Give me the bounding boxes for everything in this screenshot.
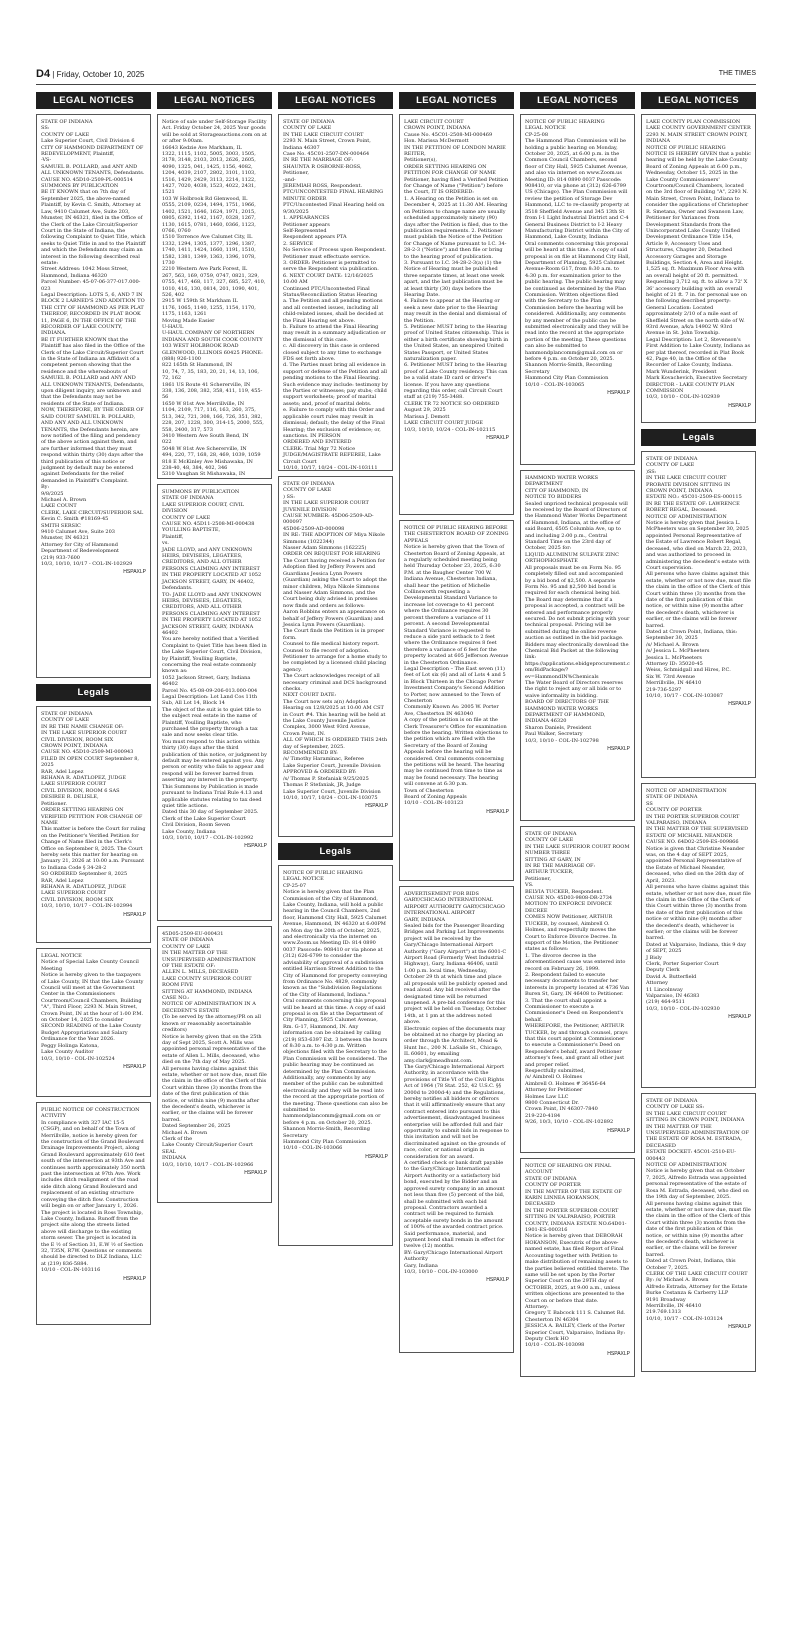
notice-tag: HSPAXLP — [365, 803, 388, 810]
notice-text: LEGAL NOTICE Notice of Special Lake County Council Meeting Notice is hereby given to the taxpayers of Lake County, IN that the Lake County Council will meet at the Government Center in the Commissioners Courtroom/Council Chambers, Building "A", Third Floor, 2293 N. Main Street, Crown Point, IN at the hour of 1:00 P.M. on October 14, 2025 to consider SECOND READING of the Lake County Budget Appropriations and Salary Ordinance for the Year 2026. Peggy Holinga Katona, Lake County Auditor 10/3, 10/10 - COL-IN-102524 — [41, 953, 144, 1062]
legal-notice — [641, 1093, 756, 1372]
legal-notice — [278, 865, 393, 1246]
notice-tag: HSPAXLP — [728, 1014, 751, 1021]
notice-column — [641, 92, 756, 1377]
legal-notice — [641, 114, 756, 423]
notice-text: NOTICE OF PUBLIC HEARING LEGAL NOTICE CP-25-07 Notice is hereby given that the Plan Commission of the City of Hammond, Lake County, Indiana, will hold a public hearing in the Council Chambers, 2nd floor, Hammond City Hall, 5925 Calumet Avenue, Hammond, IN 46320 at 6:00PM on Mon day the 20th of October, 2025, and electronically via the internet on www.Zoom.us Meeting ID: 814 0890 0037 Passcode: 908410 or via phone at (312) 626-6799 to consider the advisability of approval of a subdivision entitled Harrison Street Addition to the City of Hammond for property conveying from Ordinance No. 4829, commonly known as the "Subdivision Regulations of the City of Hammond, Indiana." Oral comments concerning this proposal will be heard at this time. A copy of said proposal is on file at the Department of City Planning, 5925 Calumet Avenue, Rm. G-17, Hammond, IN. Any information can be obtained by calling (219) 853-6397 Ext. 3 between the hours of 8:30 a.m. to 4:30 p.m. Written objections filed with the Secretary to the Plan Commission will be considered. The public hearing may be continued as determined by the Plan Commission. Additionally, any comments by any member of the public can be submitted electronically and they will be read into the record at the appropriate portion of the meeting. These questions can also be submitted to hammondplancomm@gmail.com on or before 4 p.m. on October 20, 2025. Shannon Morris-Smith, Recording Secretary Hammond City Plan Commission 10/10 - COL-IN-103066 — [283, 870, 388, 1152]
notice-tag: HSPAXLP — [123, 569, 146, 576]
notice-tag: HSPAXLP — [486, 434, 509, 441]
notice-text: Notice of sale under Self-Storage Facility Act. Friday October 24, 2025 Your goods will be sold at Storageauctions.com on at or after 9:00am. 16643 Kedzie Ave Markham, IL 1322, 1115, 1102, 5005, 3003, 1505, 3178, 3148, 2103, 2013, 2626, 2605, 4090, 1325, 041, 1425, 1156, 4082, 1204, 4039, 2107, 2802, 3101, 1103, 1516, 1429, 2429, 3113, 2214, 1122, 1427, 7020, 4038, 1523, 4022, 2431, 1521 103 W Holbrook Rd Glenwood, IL 0555, 2109, 0234, 1494, 1751, 1966, 1402, 1521, 1646, 1624, 1971, 2015, 0805, 6392, 1142, 1167, 0328, 1267, 1130, 1615, 0781, 1460, 0366, 1123, 0766, 0760 1510 Torrence Ave Calumet City, IL 1332, 1294, 1305, 1377, 1296, 1387, 1740, 1411, 1424, 1660, 1191, 1510, 1582, 1381, 1349, 1363, 1396, 1078, 1730 2210 Western Ave Park Forest, IL 267, 563, 169, 0759, 0747, 0821, 329, 0755, 417, 468, 117, 327, 685, 527, 410, 1010, 416, 130, 0814, 201, 1090, 401, 526, 402 2915 W 159th St Markham IL 1176, 1065, 1140, 1255, 1154, 1170, 1175, 1163, 1261 Moving Made Easier U-HAUL U-HAUL COMPANY OF NORTHERN INDIANA AND SOUTH COOK COUNTY 103 WEST HOLBROOK ROAD GLENWOOD, ILLINOIS 60425 PHONE: (888) 926-1100 822 165th St Hammond, IN 10, 74, 7, 35, 183, 20, 21, 14, 13, 106, 72, 162 1861 US Route 41 Schererville, IN 338, 136, 208, 382, 358, 411, 119, 455-56 1650 W 81st Ave Merrillville, IN 1104, 2109, 717, 116, 163, 260, 375, 513, 342, 721, 308, 166, 726, 351, 382, 228, 207, 1228, 300, 314-15, 2000, 555, 558, 2400, 317, 573 3410 Western Ave South Bend, IN 022 5048 W 81st Ave Schererville, IN 494, 220, 77, 168, 28, 469, 1039, 1059 818 E McKinley Ave Mishawaka, IN 238-40, 48, 384, 402, 346 5310 Vaughan St Mishawaka, IN — [162, 119, 267, 478]
legals-banner: Legals — [36, 684, 151, 701]
notice-column — [278, 92, 393, 1377]
notice-column — [36, 92, 151, 1377]
legal-notice — [520, 826, 635, 1153]
legal-notice — [36, 114, 151, 678]
legal-notice — [399, 114, 514, 515]
legals-banner: Legals — [278, 843, 393, 860]
legal-notice — [157, 484, 272, 921]
notice-tag: HSPAXLP — [244, 1170, 267, 1177]
legal-notice — [36, 948, 151, 1097]
dateline: Friday, October 10, 2025 — [56, 70, 145, 79]
notice-text: STATE OF INDIANA COUNTY OF LAKE IN RE THE NAME CHANGE OF: IN THE LAKE SUPERIOR COURT CIVIL DIVISION, ROOM SIX CROWN POINT, INDIANA CAUSE NO. 45D10-2509-MI-000943 FILED IN OPEN COURT September 8, 2025 RAR, Adel Lopez REHANA R. ADATLOPEZ, JUDGE LAKE SUPERIOR COURT CIVIL DIVISION, ROOM 6 SAS DESIREE R. DELISLE, Petitioner. ORDER SETTING HEARING ON VERIFIED PETITION FOR CHANGE OF NAME This matter is before the Court for ruling on the Petitioner's Verified Petition for Change of Name filed in the Clerk's Office on September 8, 2025. The Court hereby sets this matter for hearing on January 21, 2026 at 10:00 a.m. Pursuant to Indiana Code § 34-28-2 SO ORDERED September 8, 2025 RAR, Adel Lopez REHANA R. ADATLOPEZ, JUDGE LAKE SUPERIOR COURT CIVIL DIVISION, ROOM SIX 10/3, 10/10, 10/17 - COL-IN-102994 — [41, 711, 146, 910]
notice-text: STATE OF INDIANA COUNTY OF LAKE SS: IN THE LAKE CIRCUIT COURT SITTING IN CROWN POINT, INDIANA IN THE MATTER OF THE UNSUPERVISED ADMINISTRATION OF THE ESTATE OF ROSA M. ESTRADA, DECEASED ESTATE DOCKET: 45C01-2510-EU-000443 NOTICE OF ADMINISTRATION Notice is hereby given that on October 7, 2025, Alfredo Estrada was appointed personal representative of the estate of Rosa M. Estrada, deceased, who died on the 19th day of September, 2025. All persons having claims against this estate, whether or not now due, must file the claim in the office of the Clerk of this Court within three (3) months from the date of the first publication of this notice, or within nine (9) months after the decedent's death, whichever is earlier, or the claims will be forever barred. Dated at Crown Point, Indiana, this October 7, 2025. CLERK OF THE LAKE CIRCUIT COURT By: /s/ Michael A. Brown Alfredo Estrada, Attorney for the Estate Burke Costanza & Carberry LLP 9191 Broadway Merrillville, IN 46410 219.769.1313 10/10, 10/17 - COL-IN-103124 — [646, 1098, 751, 1322]
notice-text: NOTICE OF PUBLIC HEARING LEGAL NOTICE CP-25-08 The Hammond Plan Commission will be holding a public hearing on Monday, October 20, 2025, at 6:00 p.m. in the Common Council Chambers, second floor of City Hall, 5925 Calumet Avenue, and also via internet on www.Zoom.us Meeting ID: 814 0890 0037 Passcode: 908410, or via phone at (312) 626-6799 US (Chicago). The Plan Commission will review the petition of Storage Dev Hammond, LLC to re-classify property at 3518 Sheffield Avenue and 345 13th St from I-1 Light Industrial District and C-4 General Business District to I-2 Heavy Manufacturing District within the City of Hammond, Lake County, Indiana Oral comments concerning this proposal will be heard at this time. A copy of said proposal is on file at Hammond City Hall, Department of Planning, 5925 Calumet Avenue-Room G17, from 8:30 a.m. to 4:30 p.m. for examination prior to the public hearing. The public hearing may be continued as determined by the Plan Commission. Written objections filed with the Secretary to the Plan Commission before the hearing will be considered. Additionally, any comments by any member of the public can be submitted electronically and they will be read into the record at the appropriate portion of the meeting. These questions can also be submitted to hammondplancomm@gmail.com on or before 4 p.m. on October 20, 2025. Shannon Morris-Smith, Recording Secretary Hammond City Plan Commission 10/10 - COL-IN-103065 — [525, 119, 631, 388]
notice-tag: HSPAXLP — [728, 1324, 751, 1331]
legal-notices-banner: LEGAL NOTICES — [641, 92, 756, 109]
notice-tag: HSPAXLP — [123, 911, 146, 918]
notice-tag: HSPAXLP — [365, 1153, 388, 1160]
legal-notice — [278, 114, 393, 471]
legal-notice — [36, 1102, 151, 1325]
notice-text: NOTICE OF HEARING ON FINAL ACCOUNT STATE OF INDIANA COUNTY OF PORTER IN THE MATTER OF THE ESTATE OF KARIN LINNEA HOKANSON, DECEASED IN THE PORTER SUPERIOR COURT SITTING IN VALPARAISO, PORTER COUNTY, INDIANA ESTATE NO.64D01-1901-ES-000316 Notice is hereby given that DEBORAH HOKANSON, Executrix of the above-named estate, has filed Report of Final Accounting together with Petition to make distribution of remaining assets to the parties believed entitled thereto. The same will be set upon by the Porter Superior Court on the 29TH day of OCTOBER, 2025, at 9:00 a.m., unless written objections are presented to the Court on or before that date. Attorney: Gregory T. Babcock 111 S. Calumet Rd. Chesterton IN 46304 JESSICA A. BAILEY, Clerk of the Porter Superior Court, Valparaiso, Indiana By: Deputy Clerk HO 10/10 - COL-IN-103098 — [525, 1163, 630, 1349]
notice-text: HAMMOND WATER WORKS DEPARTMENT CITY OF HAMMOND, IN NOTICE TO BIDDERS Sealed unpriced technical proposals will be received by the Board of Directors of the Hammond Water Works Department of Hammond, Indiana, at the office of said Board, 6505 Columbia Ave, up to and including 2:00 p.m., Central Standard Time on the 23rd day of October, 2025 for: LIQUID ALUMINUM SULFATE ZINC ORTHOPHOSPHATE All proposals must be on Form No. 95 completely filled out and accompanied by a bid bond of $2,500. A separate Form No. 95 and $2,500 bid bond is required for each chemical being bid. The Board may determine that if a proposal is accepted, a contract will be entered and performance properly secured. Do not submit pricing with your technical proposal. Pricing will be submitted during the online reverse auction as outlined in the bid package. Bidders may electronically download the Chemical Bid Packet at the following link: https://applications.ebidgeprocurement.com/BidPackage/?ev=HammondIN%Chemicals The Water Board of Directors reserves the right to reject any or all bids or to waive informality in bidding. BOARD OF DIRECTORS OF THE HAMMOND WATER WORKS DEPARTMENT OF HAMMOND, INDIANA 46320 Sharon Daniels, President Paul Walker, Secretary 10/3, 10/10 - COL-IN-102798 — [525, 475, 630, 744]
legal-notice — [36, 706, 151, 943]
legals-banner: Legals — [641, 429, 756, 446]
notice-column — [157, 92, 272, 1377]
notice-tag: HSPAXLP — [728, 402, 751, 409]
masthead-rule — [36, 84, 756, 85]
notice-text: PUBLIC NOTICE OF CONSTRUCTION ACTIVITY In compliance with 327 IAC 15-5 (CSGP), and on behalf of the Town of Merrillville, notice is hereby given for the construction of the Grand Boulevard Drainage Improvements Project, along Grand Boulevard approximately 610 feet south of the intersection at 93th Ave and continues north approximately 350 north past the intersection at 97th Ave. Work includes ditch realignment of the road side ditch along Grand Boulevard and replacement of an existing structure conveying the ditch flow. Construction will begin on or after January 1, 2026. The project is located in Ross Township, Lake County, Indiana. Runoff from the project site along the streets listed above will discharge to the existing storm sewer. The project is located in the E ½ of Section 31, E.W ½ of Section 32, T35N, R7W. Questions or comments should be directed to DLZ Indiana, LLC at (219) 836-5884. 10/10 - COL-IN-103116 — [41, 1107, 146, 1274]
notice-tag: HSPAXLP — [728, 701, 751, 708]
legal-notice — [641, 451, 756, 778]
legal-notices-banner: LEGAL NOTICES — [278, 92, 393, 109]
notice-text: LAKE COUNTY PLAN COMMISSION LAKE COUNTY GOVERNMENT CENTER 2293 N. MAIN STREET CROWN POINT, INDIANA NOTICE OF PUBLIC HEARING NOTICE IS HEREBY GIVEN that a public hearing will be held by the Lake County Board of Zoning Appeals at 6:00 p.m., Wednesday, October 15, 2025 in the Lake County Commissioners' Courtroom/Council Chambers, located on the 3rd floor of Building "A", 2293 N. Main Street, Crown Point, Indiana to consider the applications of Christopher R. Smetana, Owner and Swanson Law, Petitioner for Variances from Development Standards from the Unincorporated Lake County Unified Development Ordinance Title 154, Article 9, Accessory Uses and Structures, Chapter 20, Detached Accessory Garages and Storage Buildings, Section 4, Area and Height. 1,525 sq. ft. Maximum Floor Area with an overall height of 20 ft. permitted. Requesting 3,712 sq. ft. to allow a 72' X 36' accessory building with an overall height of 21 ft. 7 in. for personal use on the following described property: General Location: Located approximately 2/10 of a mile east of Sheffield Street on the north side of W. 93rd Avenue, a/k/a 14902 W. 93rd Avenue in St. John Township. Legal Description: Lot 2, Stevenson's First Addition to Lake County, Indiana as per plat thereof, recorded in Plat Book 42, Page 40, in the Office of the Recorder of Lake County, Indiana. Mark Wunderink, President Mark Kovachevich, Executive Secretary DIRECTOR - LAKE COUNTY PLAN COMMISSION 10/3, 10/10 - COL-IN-102939 — [646, 119, 751, 401]
legal-notice — [520, 470, 635, 821]
masthead-separator: | — [52, 70, 57, 79]
notice-text: STATE OF INDIANA COUNTY OF LAKE IN THE LAKE CIRCUIT COURT 2293 N. Main Street, Crown Point, Indiana 46307 Case No. 45C01-2507-DN-000464 IN RE THE MARRIAGE OF: SHAUNTA R OSBORNE-ROSS, Petitioner, -and- JEREMIAH ROSS, Respondent. PTC/UNCONTESTED FINAL HEARING MINUTE ORDER PTC/Uncontested Final Hearing held on 9/30/2025 1. APPEARANCES Petitioner appears Self-Represented Respondent appears PTA 2. SERVICE No Service of Process upon Respondent. Petitioner must effectuate service. 3. ORDER: Petitioner is permitted to serve the Respondent via publication. 6. NEXT COURT DATE: 12/16/2025 10:00 AM Continued PTC/Uncontested Final Status/Reconciliation Status Hearing a. The Petition and all pending motions and all contested issues, including all child-related issues, shall be decided at the Final Hearing set above. b. Failure to attend the Final Hearing may result in a summary adjudication or the dismissal of this case. c. All discovery in this case is ordered closed subject to any time to exchange FDS set forth above. d. The Parties must bring all evidence in support or defense of the Petition and all pending motions to the Final Hearing. Such evidence may include: testimony by the Parties or witnesses; pay stubs; child support worksheets; proof of marital assets; and, proof of marital debts. e. Failure to comply with this Order and applicable court rules may result in dismissal; default; the delay of the Final Hearing; the exclusion of evidence; or, sanctions. IN PERSON ORDERED AND ENTERED CLERK: Trial Mgr 72 Notice JUDGE/MAGISTRATE REFEREE, Lake Circuit Court 10/10, 10/17, 10/24 - COL-IN-103111 — [283, 119, 388, 471]
notice-tag: HSPAXLP — [486, 1277, 509, 1284]
notice-text: STATE OF INDIANA COUNTY OF LAKE )SS: IN THE LAKE CIRCUIT COURT PROBATE DIVISION SITTING IN CROWN POINT, INDIANA ESTATE NO.: 45C01-2509-ES-000115 IN RE THE ESTATE OF: LAWRENCE ROBERT REGAL, Deceased. NOTICE OF ADMINISTRATION Notice is hereby given that Jessica L. McPheeters was on September 30, 2025 appointed Personal Representative of the Estate of Lawrence Robert Regal, deceased, who died on March 22, 2023, and was authorized to proceed in administering the decedent's estate with Court supervision. All persons who have claims against this estate, whether or not now due, must file the claim in the office of the Clerk of this Court within three (3) months from the date of the first publication of this notice, or within nine (9) months after the decedent's death, whichever is earlier, or the claims will be forever barred. Dated at Crown Point, Indiana, this: September 30, 2025 /s/ Michael A. Brown /s/ Jessica L. McPheeters Jessica L. McPheeters Attorney ID: 35020-45 Weiss, Schmidgall and Hires, P.C. Six W. 73rd Avenue Merrillville, IN 46410 219-736-5297 10/10, 10/17 - COL-IN-103087 — [646, 456, 751, 700]
notice-column — [520, 92, 635, 1377]
legal-notice — [520, 1158, 635, 1377]
legal-notices-banner: LEGAL NOTICES — [36, 92, 151, 109]
notice-tag: HSPAXLP — [607, 1350, 630, 1357]
legal-notice — [399, 520, 514, 881]
legal-notice — [641, 783, 756, 1088]
legal-notices-columns — [36, 92, 756, 1377]
legal-notices-banner: LEGAL NOTICES — [157, 92, 272, 109]
notice-text: NOTICE OF ADMINISTRATION STATE OF INDIANA SS COUNTY OF PORTER IN THE PORTER SUPERIOR COURT VALPARAISO, INDIANA IN THE MATTER OF THE SUPERVISED ESTATE OF MICHAEL NEANDER CAUSE NO. 64D02-2509-ES-009866 Notice is given that Christine Neander was, on the 4 day of SEPT 2025, appointed Personal Representative of the Estate of Michael Neander, deceased, who died on the 26th day of April, 2023. All persons who have claims against this estate, whether or not now due, must file the claim in the Office of the Clerk of this Court within three (3) months from the date of the first publication of this notice or within nine (9) months after the decedent's death, whichever is earlier; or the claims will be forever barred. Dated at Valparaiso, Indiana, this 9 day of SEPT, 2025 J Bisly Clerk, Porter Superior Court Deputy Clerk David A. Butterfield Attorney 11 Lincolnway Valparaiso, IN 46383 (219) 464-9511 10/3, 10/10 - COL-IN-102930 — [646, 788, 751, 1012]
legal-notice — [157, 114, 272, 479]
notice-tag: HSPAXLP — [607, 1127, 630, 1134]
notice-tag: HSPAXLP — [123, 1063, 146, 1070]
paper-name: THE TIMES — [718, 70, 756, 77]
notice-text: NOTICE OF PUBLIC HEARING BEFORE THE CHESTERTON BOARD OF ZONING APPEALS Notice is hereby given that the Town of Chesterton Board of Zoning Appeals, at a regularly scheduled meeting being held Thursday October 23, 2025, 6:30 P.M. at the Baugher Center 700 W. Indiana Avenue, Chesterton Indiana, shall hear the petition of Michelle Collinsworth requesting a Developmental Standard Variance to increase lot coverage to 41 percent where the Ordinance requires 30 percent therefore a variance of 11 percent. A second Developmental Standard Variance is requested to reduce a side yard setback to 2 feet where the Ordinance requires 8 feet therefore a variance of 6 feet for the property located at 605 Jefferson Avenue in the Chesterton Ordinance. Legal Description – The East seven (11) feet of Lot six (6) and all of Lots 4 and 5 in Block Thirteen in the Chicago Porter Investment Company's Second Addition to Porter, now annexed to the Town of Chesterton Commonly Known As: 2005 W. Porter Ave, Chesterton IN 463040 A copy of the petition is on file at the Clerk Treasurer's Office for examination before the hearing. Written objections to the petition which are filed with the Secretary of the Board of Zoning Appeals before the hearing will be considered. Oral comments concerning the petitions will be heard. The hearing may be continued from time to time as may be found necessary. The hearing will convene at 6:30 p.m. Town of Chesterton Board of Zoning Appeals 10/10 - COL-IN-103123 — [404, 525, 509, 807]
notice-column — [399, 92, 514, 1377]
legal-notices-banner: LEGAL NOTICES — [399, 92, 514, 109]
notice-text: ADVERTISEMENT FOR BIDS GARY/CHICAGO INTERNATIONAL AIRPORT AUTHORITY GARY/CHICAGO INTERNATIONAL AIRPORT GARY, INDIANA Sealed bids for the Passenger Boarding Bridges and Parking Lot Improvements project will be received by the Gary/Chicago International Airport Authority ("Gary Airport") at the 6001-C Airport Road (Formerly West Industrial Highway), Gary, Indiana 46406, until 1:00 p.m. local time, Wednesday, October 29 th at which time and place all proposals will be publicly opened and read aloud. Any bid received after the designated time will be returned unopened. A pre-bid conference for this project will be held on Tuesday, October 14th, at 1 pm at the address noted above. Electronic copies of the documents may be obtained at no charge by placing an order through the Architect, Mead & Hunt Inc., 200 N. LaSalle St., Chicago, IL 60601, by emailing amy.clark@meadhunt.com. The Gary/Chicago International Airport Authority, in accordance with the provisions of Title VI of the Civil Rights Act of 1964 (78 Stat. 252, 42 U.S.C. §§ 2000d to 2000d-4) and the Regulations, hereby notifies all bidders or offerors that it will affirmatively ensure that any contract entered into pursuant to this advertisement, disadvantaged business enterprise will be afforded full and fair opportunity to submit bids in response to this invitation and will not be discriminated against on the grounds of race, color, or national origin in consideration for an award. A certified check or bank draft payable to the Gary/Chicago International Airport Authority or a satisfactory bid bond, executed by the Bidder and an approved surety company in an amount not less than five (5) percent of the bid, shall be submitted with each bid proposal. Contractors awarded a contract will be required to furnish acceptable surety bonds in the amount of 100% of the awarded contract price. Said performance, material, and payment bond shall remain in effect for twelve (12) months. BY: Gary/Chicago International Airport Authority Gary, Indiana 10/3, 10/10 - COL-IN-103000 — [404, 891, 509, 1275]
notice-tag: HSPAXLP — [607, 390, 630, 397]
legal-notice — [399, 886, 514, 1353]
legal-notice — [157, 926, 272, 1203]
legal-notice — [278, 476, 393, 837]
legal-notices-banner: LEGAL NOTICES — [520, 92, 635, 109]
notice-tag: HSPAXLP — [486, 808, 509, 815]
notice-text: STATE OF INDIANA COUNTY OF LAKE IN THE LAKE SUPERIOR COURT ROOM NUMBER THREE SITTING AT GARY, IN IN RE THE MARRIAGE OF: ARTHUR TUCKER, Petitioner, VS. BELVIA TUCKER, Respondent. CAUSE NO: 45D03-9808-DR-2734 MOTION TO ENFORCE DIVORCE DECREE COMES NOW Petitioner, ARTHUR TUCKER, by counsel, Aimbrell O. Holmes, and respectfully moves the Court to Enforce Divorce Decree. In support of the Motion, the Petitioner states as follows: 1. The divorce decree in the aforementioned cause was entered into record on February 26, 1999. 2. Respondent failed to execute necessary documents to transfer her interests in property located at 4736 Van Buren St, Gary, IN 46408 to Petitioner. 3. That the court shall appoint a Commissioner to execute a Commissioner's Deed on Respondent's behalf. WHEREFORE, the Petitioner, ARTHUR TUCKER, by and through counsel, prays that this court appoint a Commissioner to execute a Commissioner's Deed on Respondent's behalf, award Petitioner attorney's fees, and grant all other just and proper relief. Respectfully submitted, /s/ Aimbrell O. Holmes Aimbrell O. Holmes # 36456-64 Attorney for Petitioner Holmes Law LLC 9800 Connecticut Dr. Crown Point, IN 46307-7840 219-220-4184 9/26, 10/3, 10/10 - COL-IN-102892 — [525, 831, 630, 1126]
notice-text: STATE OF INDIANA SS: COUNTY OF LAKE Lake Superior Court, Civil Division 6 CITY OF HAMMOND DEPARTMENT OF REDEVELOPMENT, Plaintiff, -VS- SAMUEL B. POLLARD, and ANY AND ALL UNKNOWN TENANTS, Defendants. CAUSE NO. 45D10-2509-PL-000514 SUMMONS BY PUBLICATION BE IT KNOWN that on 7th day of September 2025, the above-named Plaintiff, by Kevin C. Smith, Attorney at Law, 9410 Calumet Ave, Suite 203, Munster, IN 46321, filed in the Office of the Clerk of the Lake Circuit/Superior Court in the State of Indiana, the following Complaint to Quiet Title, which seeks to Quiet Title in and to the Plaintiff and which the Defendants may claim an interest in the following described real estate: Street Address: 1042 Moss Street, Hammond, Indiana 46320 Parcel Number: 45-07-06-377-017.000-023 Legal Description: LOTS 5, 6, AND 7 IN BLOCK 2 LARNED'S 2ND ADDITION TO THE CITY OF HAMMOND AS PER PLAT THEREOF, RECORDED IN PLAT BOOK 11, PAGE 6, IN THE OFFICE OF THE RECORDER OF LAKE COUNTY, INDIANA. BE IT FURTHER KNOWN that the Plaintiff has also filed in the Office of the Clerk of the Lake Circuit/Superior Court in the State of Indiana an Affidavit of a competent person showing that the residence and the whereabouts of SAMUEL B. POLLARD and ANY AND ALL UNKNOWN TENANTS, Defendants, upon diligent inquiry, are unknown and that the Defendants may not be residents of the State of Indiana. NOW, THEREFORE, BY THE ORDER OF SAID COURT SAMUEL B. POLLARD, AND ANY AND ALL UNKNOWN TENANTS, the Defendants herein, are now notified of the filing and pendency of the above action against them, and are further informed that they must respond within thirty (30) days after the third publication of this notice or judgment by default may be entered against Defendants for the relief demanded in Plaintiff's Complaint. By: 9/8/2025 Michael A. Brown LAKE COUNT CLERK, LAKE CIRCUIT/SUPERIOR SAL Kevin C. Smith #18169-45 SMITH SERSIC 9410 Calumet Ave, Suite 203 Munster, IN 46321 Attorney for City of Hammond Department of Redevelopment (219) 933-7600 10/3, 10/10, 10/17 - COL-IN-102929 — [41, 119, 146, 568]
notice-text: STATE OF INDIANA COUNTY OF LAKE ) SS: IN THE LAKE SUPERIOR COURT JUVENILE DIVISION CAUSE NUMBER: 45D06-2509-AD-000097 45D06-2509-AD-000098 IN RE: THE ADOPTION OF Miya Nikole Simmons (1022344) Nasser Adam Simmons (162225) ORDER ON REQUEST FOR HEARING The Court having received a Petition for Adoption filed by Jeffery Powers and Guardians Jessica Lynn Powers (Guardian) asking the Court to adopt the minor children, Miya Nikole Simmons and Nasser Adam Simmons, and the Court being duly advised in premises now finds and orders as follows: Aaron Robbins enters an appearance on behalf of Jeffery Powers (Guardian) and Jessica Lynn Powers (Guardian). The Court finds the Petition is in proper form. Counsel to file medical history report. Counsel to file record of adoption. Petitioner to arrange for a home study to be completed by a licensed child placing agency. The Court acknowledges receipt of all necessary criminal and DCS background checks. NEXT COURT DATE: The Court now sets a(n) Adoption Hearing on 12/8/2025 at 10:00 AM CST in Court #4. This hearing will be held at the Lake County Juvenile Justice Complex, 3000 West 93rd Avenue, Crown Point, IN. ALL OF WHICH IS ORDERED THIS 24th day of September, 2025. RECOMMENDED BY: /s/ Timothy Haraminac, Referee Lake Superior Court, Juvenile Division APPROVED & ORDERED BY: /s/ Thomas P. Stefaniak 9/25/2025 Thomas P. Stefaniak, JR, Judge Lake Superior Court, Juvenile Division 10/10, 10/17, 10/24 - COL-IN-103075 — [283, 481, 388, 801]
page-number: D4 — [36, 68, 51, 80]
notice-tag: HSPAXLP — [607, 746, 630, 753]
legal-notice — [520, 114, 635, 465]
masthead — [36, 68, 756, 84]
notice-tag: HSPAXLP — [123, 1275, 146, 1282]
notice-tag: HSPAXLP — [244, 843, 267, 850]
notice-text: LAKE CIRCUIT COURT CROWN POINT, INDIANA Cause No. 45C01-2508-MI-000469 Hon. Marissa McDermott IN THE PETITION OF LONDON MARIE REITER, Petitioner(s), ORDER SETTING HEARING ON PETITION FOR CHANGE OF NAME Petitioner, having filed a Verified Petition for Change of Name ("Petition") before the Court, IT IS ORDERED: 1. A Hearing on the Petition is set on December 4, 2025 at 11:30 AM. Hearing on Petitions to change name are usually scheduled approximately ninety (90) days after the Petition is filed, due to the publication requirements. 2. Petitioner must publish the Notice of the Petition for Change of Name pursuant to I.C. 34-28-2-3 ("Notice") and then file or bring to the hearing proof of publication. 3. Pursuant to I.C. 34-28-2-3(a) (1) the Notice of Hearing must be published three separate times, at least one week apart, and the last publication must be at least thirty (30) days before the Hearing Date. 4. Failure to appear at the Hearing or seek a new date prior to the Hearing may result in the denial and dismissal of the Petition. 5. Petitioner MUST bring to the Hearing proof of United States citizenship. This is either a birth certificate showing birth in the United States, an unexpired United States Passport, or United States naturalization paper. 6. Petitioner MUST bring to the Hearing proof of Lake County residency. This can be a valid state ID card or driver's license. If you have any questions regarding this order, call Circuit Court staff at (219) 755-3488. CLERK TR 72 NOTICE SO ORDERED August 29, 2025 Marissa J. Demott LAKE CIRCUIT COURT JUDGE 10/3, 10/10, 10/24 - COL-IN-102115 — [404, 119, 509, 433]
notice-text: SUMMONS BY PUBLICATION STATE OF INDIANA LAKE SUPERIOR COURT, CIVIL DIVISION COUNTY OF LAKE CAUSE NO. 45D11-2508-MI-000438 YOULLING BAPTISTE, Plaintiff, vs. JADE LLOYD, and ANY UNKNOWN HEIRS, DEVISEES, LEGATEES, CREDITORS, AND ALL OTHER PERSONS CLAIMING ANY INTEREST IN THE PROPERTY LOCATED AT 1052 JACKSON STREET, GARY, IN 46402, Defendants. TO: JADE LLOYD and ANY UNKNOWN HEIRS, DEVISEES, LEGATEES, CREDITORS, AND ALL OTHER PERSONS CLAIMING ANY INTEREST IN THE PROPERTY LOCATED AT 1052 JACKSON STREET, GARY, INDIANA 46402 You are hereby notified that a Verified Complaint to Quiet Title has been filed in the Lake Superior Court, Civil Division, by Plaintiff, Youlling Baptiste, concerning the real estate commonly known as: 1052 Jackson Street, Gary, Indiana 46402 Parcel No. 45-08-09-206-013.000-004 Legal Description: Lot Land Cos 11th Sub, All Lot 14, Block 14 The object of the suit is to quiet title to the subject real estate in the name of Plaintiff, Youlling Baptiste, who purchased the property through a tax sale and now seeks clear title. You must respond to this action within thirty (30) days after the third publication of this notice, or judgment by default may be entered against you. Any person or entity who fails to appear and respond will be forever barred from asserting any interest in the property. This Summons by Publication is made pursuant to Indiana Trial Rule 4.13 and applicable statutes relating to tax deed quiet title actions. Dated this 30 day of September 2025. Clerk of the Lake Superior Court Civil Division, Room Seven Lake County, Indiana 10/3, 10/10, 10/17 - COL-IN-102992 — [162, 489, 267, 841]
notice-text: 45D05-2509-EU-000431 STATE OF INDIANA COUNTY OF LAKE IN THE MATTER OF THE UNSUPERVISED ADMINISTRATION OF THE ESTATE OF: ALLEN L. MILLS, DECEASED LAKE COUNTY SUPERIOR COURT ROOM FIVE SITTING AT HAMMOND, INDIANA CASE NO.: NOTICE OF ADMINISTRATION IN A DECEDENT'S ESTATE (To be served by the attorney/PR on all known or reasonably ascertainable creditors) Notice is hereby given that on the 25th day of Sept 2025, Scott A. Mills was appointed personal representative of the estate of Allen L. Mills, deceased, who died on the 7th day of May 2025. All persons having claims against this estate, whether or not now due, must file the claim in the office of the Clerk of this Court within three (3) months from the date of the first publication of this notice, or within nine (9) months after the decedent's death, whichever is earlier, or the claims will be forever barred. Dated September 26, 2025 Michael A. Brown Clerk of the Lake County Circuit/Superior Court SEAL INDIANA 10/3, 10/10, 10/17 - COL-IN-102966 — [162, 931, 267, 1168]
